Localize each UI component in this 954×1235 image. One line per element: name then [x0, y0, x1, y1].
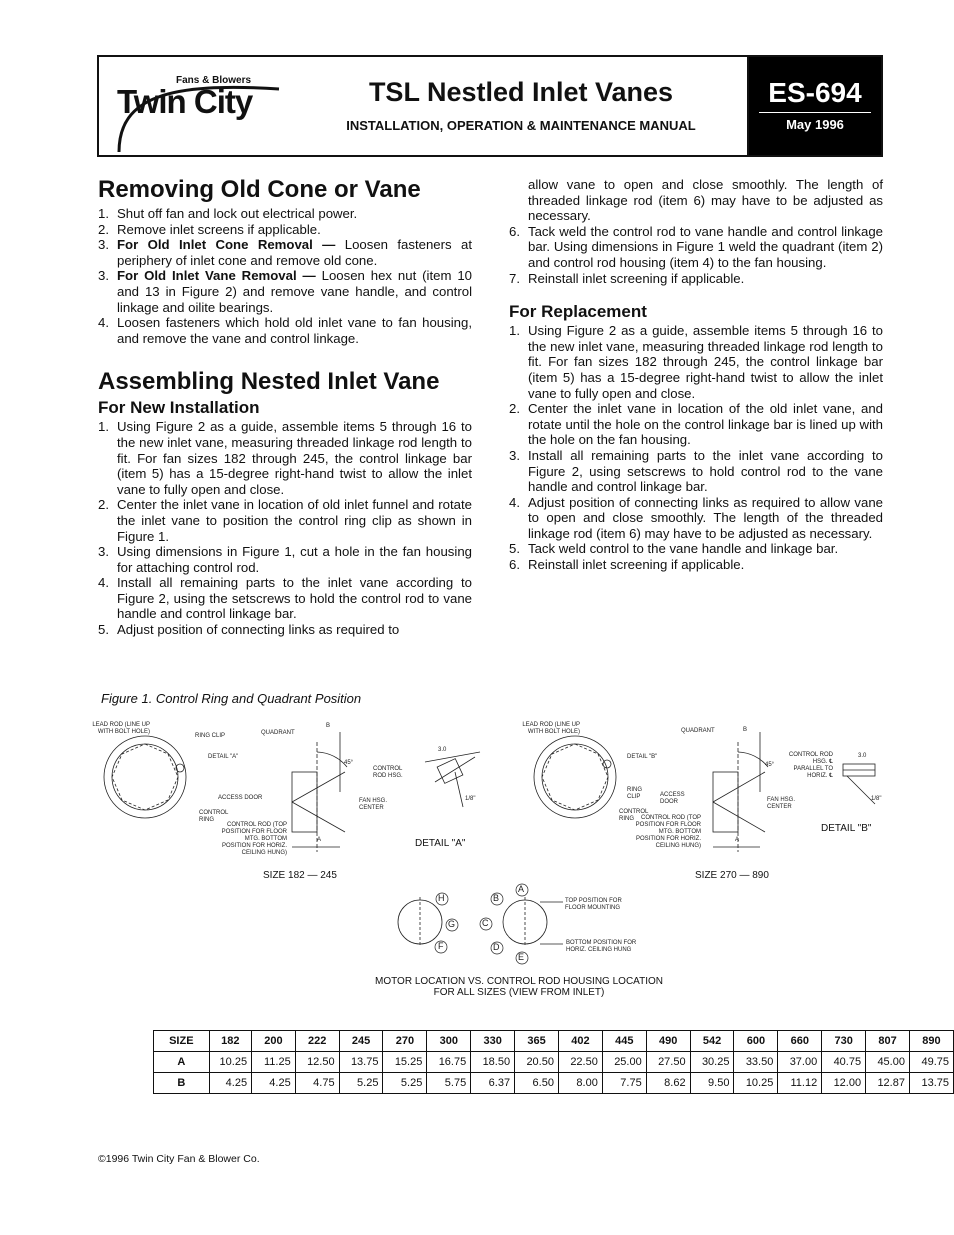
step-text: Install all remaining parts to the inlet vane according to Figure 2, using setscrews to hold control rod to the vane handle and control linkage bar.: [528, 447, 883, 495]
figure-1-diagram: [85, 712, 885, 1022]
table-cell: 45.00: [866, 1052, 910, 1073]
table-cell: 30.25: [690, 1052, 734, 1073]
table-cell: 5.75: [427, 1073, 471, 1094]
motor-letter-c: C: [482, 918, 489, 928]
step-number: 5.: [98, 622, 109, 638]
size-column-header: 890: [909, 1031, 953, 1052]
label-quadrant-right: QUADRANT: [681, 728, 715, 734]
table-cell: 4.25: [252, 1073, 296, 1094]
label-dim-30-right: 3.0: [858, 753, 867, 759]
motor-letter-e: E: [518, 952, 525, 962]
table-cell: 6.37: [471, 1073, 515, 1094]
document-title: TSL Nestled Inlet Vanes: [368, 77, 674, 107]
label-control-ring-left: CONTROL RING: [199, 810, 229, 823]
table-cell: 49.75: [909, 1052, 953, 1073]
replacement-step: [509, 557, 883, 573]
step-number: 4.: [98, 575, 109, 591]
row-label-cell: A: [154, 1052, 210, 1073]
label-control-rod-right: CONTROL ROD (TOP POSITION FOR FLOOR MTG. BOTTOM POSITION FOR HORIZ. CEILING HUNG): [635, 815, 701, 849]
label-top-position: TOP POSITION FOR FLOOR MOUNTING: [565, 898, 622, 911]
step-number: 4.: [98, 315, 109, 331]
step-text: Using dimensions in Figure 1, cut a hole in the fan housing for attaching control rod.: [117, 544, 472, 575]
size-column-header: 807: [866, 1031, 910, 1052]
size-column-header: 542: [690, 1031, 734, 1052]
document-number-block: [747, 57, 881, 155]
detail-b-title: DETAIL "B": [821, 823, 872, 834]
table-cell: 25.00: [602, 1052, 646, 1073]
replacement-step: [509, 541, 883, 557]
replacement-heading: For Replacement: [509, 302, 647, 322]
table-cell: 9.50: [690, 1073, 734, 1094]
step-text: Center the inlet vane in location of the old inlet vane, and rotate until the hole on the control linkage bar is lined up with the hole on the fan housing.: [528, 401, 883, 448]
label-dim-30-left: 3.0: [438, 747, 447, 753]
label-a-right: A: [735, 837, 740, 843]
motor-letter-b: B: [493, 893, 500, 903]
table-cell: 10.25: [209, 1052, 251, 1073]
label-detail-b-ref: DETAIL "B": [627, 754, 658, 760]
document-header: [97, 55, 883, 157]
divider: [759, 112, 871, 113]
table-cell: 12.50: [295, 1052, 339, 1073]
logo-subtext: Fans & Blowers: [176, 75, 252, 86]
table-cell: 27.50: [646, 1052, 690, 1073]
table-cell: 5.25: [339, 1073, 383, 1094]
table-cell: 13.75: [339, 1052, 383, 1073]
size-label-right: SIZE 270 — 890: [695, 870, 769, 881]
table-cell: 10.25: [734, 1073, 778, 1094]
continued-step-text: allow vane to open and close smoothly. The length of threaded linkage rod (item 6) may have to be adjusted as necessary.: [528, 177, 883, 224]
step-number: 3.: [98, 237, 109, 253]
table-cell: 13.75: [909, 1073, 953, 1094]
new-install-step: [98, 497, 472, 544]
new-installation-steps-continued: [509, 224, 883, 286]
copyright: ©1996 Twin City Fan & Blower Co.: [98, 1153, 260, 1165]
table-row: [154, 1073, 954, 1094]
step-number: 2.: [98, 221, 109, 237]
detail-a-title: DETAIL "A": [415, 838, 466, 849]
label-control-rod-hsg-right: CONTROL ROD HSG. ℄ PARALLEL TO HORIZ. ℄: [788, 752, 833, 779]
table-cell: 8.00: [558, 1073, 602, 1094]
table-cell: 12.87: [866, 1073, 910, 1094]
table-cell: 20.50: [515, 1052, 559, 1073]
table-cell: 8.62: [646, 1073, 690, 1094]
table-cell: 37.00: [778, 1052, 822, 1073]
new-installation-steps: [98, 419, 472, 637]
removing-heading: Removing Old Cone or Vane: [98, 176, 421, 203]
removing-step: [98, 222, 472, 238]
motor-letter-g: G: [448, 919, 456, 929]
label-control-rod-left: CONTROL ROD (TOP POSITION FOR FLOOR MTG. BOTTOM POSITION FOR HORIZ. CEILING HUNG): [221, 822, 287, 856]
new-installation-heading: For New Installation: [98, 398, 260, 418]
step-number: 2.: [98, 497, 109, 513]
step-text: Install all remaining parts to the inlet vane according to Figure 2, using the setscrews to hold the control rod to vane handle and control linkage bar.: [117, 575, 472, 622]
size-column-header: 200: [252, 1031, 296, 1052]
size-column-header: 330: [471, 1031, 515, 1052]
step-number: 6.: [509, 557, 520, 573]
label-b-right: B: [743, 727, 748, 733]
replacement-step: [509, 495, 883, 542]
label-dim-18-right: 1/8": [871, 796, 882, 802]
label-lead-rod-right: LEAD ROD (LINE UP WITH BOLT HOLE): [522, 722, 580, 735]
label-fan-hsg-center-left: FAN HSG. CENTER: [359, 798, 388, 811]
table-cell: 7.75: [602, 1073, 646, 1094]
size-column-header: 445: [602, 1031, 646, 1052]
step-text: Adjust position of connecting links as required to allow vane to open and close smoothly. The length of the threaded linkage rod (item 6) may have to be adjusted as necessary.: [528, 494, 883, 541]
size-column-header: 600: [734, 1031, 778, 1052]
replacement-step: [509, 401, 883, 448]
label-b-left: B: [326, 723, 331, 729]
size-column-header: 222: [295, 1031, 339, 1052]
table-row: [154, 1052, 954, 1073]
label-ring-clip-left: RING CLIP: [195, 733, 226, 739]
step-emphasis: For Old Inlet Cone Removal —: [117, 237, 336, 253]
motor-letter-a: A: [518, 884, 525, 894]
step-text: Reinstall inlet screening if applicable.: [528, 557, 745, 573]
motor-caption: [285, 976, 753, 998]
step-number: 3.: [98, 268, 109, 284]
step-text: Adjust position of connecting links as required to: [117, 622, 400, 638]
table-cell: 11.12: [778, 1073, 822, 1094]
table-cell: 6.50: [515, 1073, 559, 1094]
motor-letter-f: F: [438, 941, 444, 951]
new-install-step: [98, 575, 472, 622]
new-install-step: [509, 271, 883, 287]
label-angle-right: 45°: [765, 762, 775, 768]
label-quadrant-left: QUADRANT: [261, 730, 295, 736]
step-text: Using Figure 2 as a guide, assemble items 5 through 16 to the new inlet vane, measuring threaded linkage rod length to fit. For fan sizes 182 through 245, the control linkage bar (item 5) has a 15-degree right-hand twist to allow the inlet vane to fully open and close.: [117, 419, 472, 497]
size-column-header: 300: [427, 1031, 471, 1052]
label-access-door-left: ACCESS DOOR: [218, 795, 263, 801]
label-angle-left: 45°: [344, 760, 354, 766]
step-number: 3.: [509, 447, 520, 463]
size-column-header: 182: [209, 1031, 251, 1052]
step-number: 6.: [509, 223, 520, 239]
step-number: 3.: [98, 544, 109, 560]
size-column-header: 402: [558, 1031, 602, 1052]
size-column-header: 660: [778, 1031, 822, 1052]
company-logo: [99, 57, 295, 155]
document-number: ES-694: [768, 77, 862, 108]
step-number: 1.: [509, 323, 520, 339]
step-text: Remove inlet screens if applicable.: [117, 221, 321, 237]
step-text: Tack weld control to the vane handle and linkage bar.: [528, 541, 839, 557]
motor-caption-line-2: FOR ALL SIZES (VIEW FROM INLET): [433, 987, 605, 998]
label-control-ring-right: CONTROL RING: [619, 809, 649, 822]
label-a-left: A: [317, 837, 322, 843]
table-cell: 16.75: [427, 1052, 471, 1073]
removing-steps: [98, 206, 472, 346]
removing-step: [98, 268, 472, 315]
label-lead-rod-left: LEAD ROD (LINE UP WITH BOLT HOLE): [92, 722, 150, 735]
step-number: 7.: [509, 270, 520, 286]
title-block: [295, 57, 747, 155]
size-column-header: 490: [646, 1031, 690, 1052]
table-cell: 15.25: [383, 1052, 427, 1073]
step-text: Loosen hex nut (item 10 and 13 in Figure 2) and remove vane handle, and control linkage and oilite bearings.: [117, 268, 472, 315]
step-number: 1.: [98, 419, 109, 435]
size-column-header: 730: [822, 1031, 866, 1052]
table-cell: 40.75: [822, 1052, 866, 1073]
table-cell: 4.25: [209, 1073, 251, 1094]
motor-letter-h: H: [438, 893, 445, 903]
label-fan-hsg-center-right: FAN HSG. CENTER: [767, 797, 796, 810]
step-text: Shut off fan and lock out electrical power.: [117, 206, 358, 221]
logo-text: Twin City: [117, 83, 253, 120]
figure-caption: Figure 1. Control Ring and Quadrant Position: [101, 691, 362, 706]
removing-step: [98, 206, 472, 222]
new-install-step: [98, 622, 472, 638]
step-text: Reinstall inlet screening if applicable.: [528, 270, 745, 286]
step-emphasis: For Old Inlet Vane Removal —: [117, 268, 316, 284]
replacement-steps: [509, 323, 883, 573]
motor-caption-line-1: MOTOR LOCATION VS. CONTROL ROD HOUSING LOCATION: [375, 976, 663, 987]
table-header-row: [154, 1031, 954, 1052]
new-install-step: [509, 224, 883, 271]
step-number: 1.: [98, 206, 109, 221]
label-ring-clip-right: RING CLIP: [627, 787, 642, 800]
step-text: Center the inlet vane in location of old inlet funnel and rotate the inlet vane to position the control ring clip as shown in Figure 1.: [117, 497, 472, 544]
size-column-header: 365: [515, 1031, 559, 1052]
right-column: [509, 177, 883, 573]
table-cell: 12.00: [822, 1073, 866, 1094]
replacement-step: [509, 448, 883, 495]
label-control-rod-hsg-left: CONTROL ROD HSG.: [373, 766, 403, 779]
document-subtitle: INSTALLATION, OPERATION & MAINTENANCE MANUAL: [346, 118, 696, 133]
table-cell: 4.75: [295, 1073, 339, 1094]
motor-letter-d: D: [493, 942, 500, 952]
left-column: [98, 176, 472, 638]
label-bottom-position: BOTTOM POSITION FOR HORIZ. CEILING HUNG: [566, 940, 637, 953]
document-date: May 1996: [786, 117, 844, 132]
new-install-step: [98, 544, 472, 575]
step-number: 4.: [509, 494, 520, 510]
replacement-step: [509, 323, 883, 401]
table-cell: 18.50: [471, 1052, 515, 1073]
table-cell: 5.25: [383, 1073, 427, 1094]
step-text: Loosen fasteners which hold old inlet vane to fan housing, and remove the vane and control linkage.: [117, 315, 472, 346]
size-label-left: SIZE 182 — 245: [263, 870, 337, 881]
size-header-cell: SIZE: [154, 1031, 210, 1052]
table-cell: 11.25: [252, 1052, 296, 1073]
dimensions-table: [153, 1030, 954, 1094]
removing-step: [98, 237, 472, 268]
assembling-heading: Assembling Nested Inlet Vane: [98, 368, 440, 396]
table-cell: 22.50: [558, 1052, 602, 1073]
size-column-header: 270: [383, 1031, 427, 1052]
removing-step: [98, 315, 472, 346]
label-access-door-right: ACCESS DOOR: [660, 792, 685, 805]
size-column-header: 245: [339, 1031, 383, 1052]
label-dim-18-left: 1/8": [465, 796, 476, 802]
table-cell: 33.50: [734, 1052, 778, 1073]
label-detail-a-ref: DETAIL "A": [208, 754, 239, 760]
step-text: Using Figure 2 as a guide, assemble items 5 through 16 to the new inlet vane, measuring threaded linkage rod length to fit. For fan sizes 182 through 245, the control linkage bar (item 5) has a 15-degree right-hand twist to allow the inlet vane to fully open and close.: [528, 323, 883, 401]
row-label-cell: B: [154, 1073, 210, 1094]
step-number: 5.: [509, 541, 520, 557]
step-number: 2.: [509, 401, 520, 417]
step-text: Tack weld the control rod to vane handle and control linkage bar. Using dimensions in Figure 1 weld the quadrant (item 2) and control rod housing (item 4) to the fan housing.: [528, 223, 883, 270]
new-install-step: [98, 419, 472, 497]
step-text: Loosen fasteners at periphery of inlet cone and remove old cone.: [117, 237, 473, 268]
